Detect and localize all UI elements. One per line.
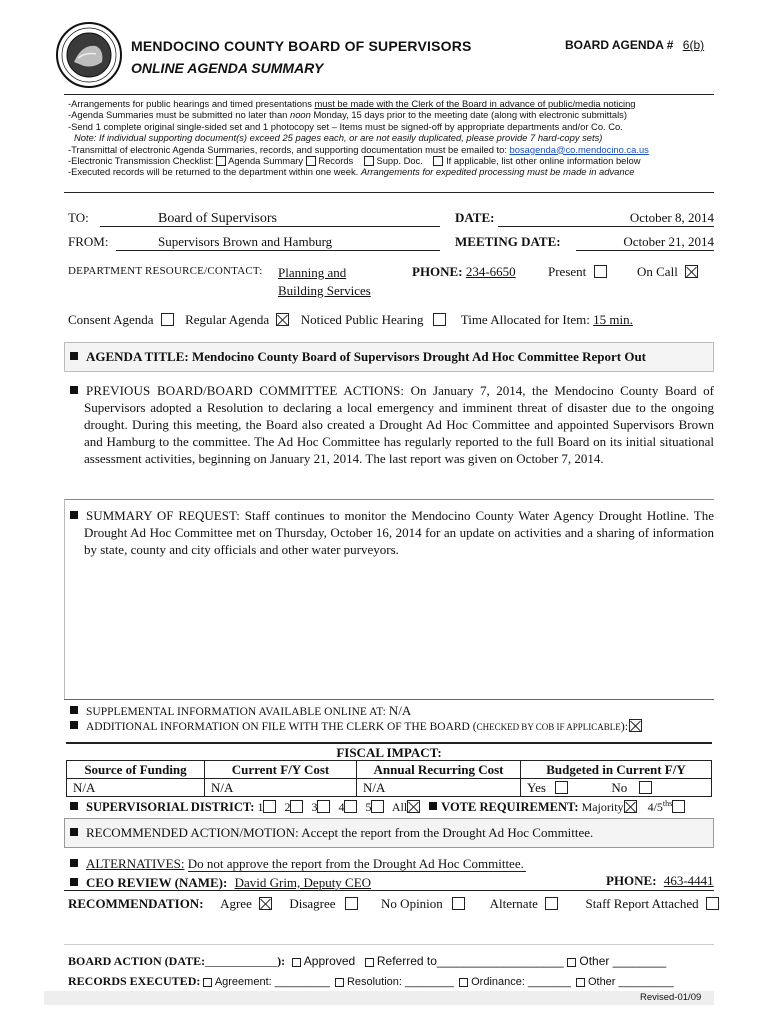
phone-label: PHONE: xyxy=(412,264,463,279)
records-executed-row xyxy=(68,974,674,989)
board-agenda-number xyxy=(565,38,710,52)
bullet-square-icon xyxy=(70,878,78,886)
board-action-label: BOARD ACTION (DATE: xyxy=(68,954,206,968)
revised-date: Revised-01/09 xyxy=(640,992,702,1003)
four-fifths-label: 4/5 xyxy=(647,800,663,814)
disagree-checkbox[interactable] xyxy=(345,897,358,910)
agenda-title-value: Mendocino County Board of Supervisors Drought Ad Hoc Committee Report Out xyxy=(191,349,646,364)
submission-instructions xyxy=(68,98,708,178)
resolution-blank[interactable]: ________ xyxy=(405,976,454,988)
phone-field xyxy=(412,264,516,280)
ceo-phone-value: 463-4441 xyxy=(663,873,714,888)
meeting-date-field[interactable] xyxy=(576,234,714,251)
oncall-label: On Call xyxy=(637,264,678,279)
budgeted-no-checkbox[interactable] xyxy=(639,781,652,794)
referred-blank[interactable]: ___________________ xyxy=(436,954,564,968)
additional-small-label: CHECKED BY COB IF APPLICABLE xyxy=(476,722,621,732)
staff-report-checkbox[interactable] xyxy=(706,897,719,910)
previous-actions-label: PREVIOUS BOARD/BOARD COMMITTEE ACTIONS: xyxy=(86,383,405,398)
supplemental-label: SUPPLEMENTAL INFORMATION AVAILABLE ONLINE AT: xyxy=(86,706,386,718)
district-all-checkbox[interactable] xyxy=(407,800,420,813)
records-other-label: Other xyxy=(587,976,616,988)
district-2-label: 2 xyxy=(284,800,291,814)
alternatives-value: Do not approve the report from the Drought Ad Hoc Committee. xyxy=(187,856,524,871)
district-all-label: All xyxy=(391,800,408,814)
bullet-square-icon xyxy=(70,721,78,729)
resolution-label: Resolution: xyxy=(346,976,402,988)
checkbox-supp-doc[interactable] xyxy=(364,156,374,166)
bullet-square-icon xyxy=(70,802,78,810)
additional-label: ADDITIONAL INFORMATION ON FILE WITH THE CLERK OF THE BOARD ( xyxy=(86,721,477,733)
ceo-review xyxy=(70,875,371,891)
records-other-checkbox[interactable] xyxy=(576,978,585,987)
board-action-row xyxy=(68,954,666,969)
date-label: DATE: xyxy=(455,210,495,225)
instruction-line: -Executed records will be returned to the department within one week. Arrangements for expedited processing must be made in advance xyxy=(68,166,635,178)
header-budgeted: Budgeted in Current F/Y xyxy=(521,761,712,779)
staff-report-label: Staff Report Attached xyxy=(585,896,699,911)
checkbox-records[interactable] xyxy=(306,156,316,166)
agenda-type-row xyxy=(68,312,633,328)
ordinance-checkbox[interactable] xyxy=(459,978,468,987)
consent-agenda-checkbox[interactable] xyxy=(161,313,174,326)
bullet-square-icon xyxy=(70,706,78,714)
bullet-square-icon xyxy=(70,859,78,867)
instruction-line: -Arrangements for public hearings and timed presentations must be made with the Clerk of the Board in advance of public/media noticing xyxy=(68,98,636,109)
four-fifths-sup: ths xyxy=(662,799,673,808)
instruction-line: -Agenda Summaries must be submitted no later than noon Monday, 15 days prior to the meeting date (along with electronic submittals) xyxy=(68,109,627,121)
meeting-date-label: MEETING DATE: xyxy=(455,234,561,249)
budgeted-yes-checkbox[interactable] xyxy=(555,781,568,794)
board-other-label: Other xyxy=(579,954,610,968)
date-value: October 8, 2014 xyxy=(629,210,714,225)
form-subtitle: ONLINE AGENDA SUMMARY xyxy=(131,60,324,76)
ceo-review-label: CEO REVIEW (NAME): xyxy=(86,875,228,890)
ordinance-blank[interactable]: _______ xyxy=(528,976,571,988)
to-value: Board of Supervisors xyxy=(158,211,277,226)
department-line-2: Building Services xyxy=(278,283,371,298)
noticed-hearing-checkbox[interactable] xyxy=(433,313,446,326)
oncall-option xyxy=(637,264,698,280)
meeting-date-value: October 21, 2014 xyxy=(623,234,714,249)
bullet-square-icon xyxy=(70,352,78,360)
agreement-label: Agreement: xyxy=(214,976,272,988)
approved-checkbox[interactable] xyxy=(292,958,301,967)
instruction-note: Note: If individual supporting document(s) exceed 25 pages each, or are not easily duplicated, please provide 7 hard-copy sets) xyxy=(74,132,603,144)
majority-label: Majority xyxy=(581,800,624,814)
resolution-checkbox[interactable] xyxy=(335,978,344,987)
board-other-checkbox[interactable] xyxy=(567,958,576,967)
alternate-label: Alternate xyxy=(489,896,538,911)
ceo-phone-label: PHONE: xyxy=(606,873,657,888)
time-allocated-value: 15 min. xyxy=(593,312,633,327)
email-link[interactable]: bosagenda@co.mendocino.ca.us xyxy=(509,143,649,155)
recommendation-label: RECOMMENDATION: xyxy=(68,896,204,911)
budgeted-no-label: No xyxy=(611,779,628,795)
previous-actions-text: On January 7, 2014, the Mendocino County Board of Supervisors adopted a Resolution to declaring a local emergency and imminent threat of disaster due to the ongoing drought. During this meeting, the Board also created a Drought Ad Hoc Committee and appointed Supervisors Brown and Hamburg to the committee. The Ad Hoc Committee has regularly reported to the full Board on its initial situational assessment activities, beginning on January 21, 2014. The last report was given on October 7, 2014. xyxy=(84,383,715,466)
summary-divider xyxy=(64,699,714,700)
ceo-divider xyxy=(64,890,714,891)
supplemental-value: N/A xyxy=(388,703,412,718)
board-action-close: ): xyxy=(277,954,286,968)
supplemental-info xyxy=(70,703,411,719)
no-opinion-label: No Opinion xyxy=(381,896,443,911)
instruction-line: -Send 1 complete original single-sided set and 1 photocopy set – Items must be signed-off by appropriate departments and/or Co. Co. xyxy=(68,120,623,132)
agree-label: Agree xyxy=(220,896,252,911)
district-4-label: 4 xyxy=(338,800,345,814)
disagree-label: Disagree xyxy=(289,896,336,911)
approved-label: Approved xyxy=(303,954,356,968)
alternatives-label: ALTERNATIVES: xyxy=(86,856,185,871)
board-action-date-blank[interactable]: ____________ xyxy=(205,954,278,968)
fiscal-impact-table xyxy=(66,760,712,797)
summary-label: SUMMARY OF REQUEST: xyxy=(86,508,240,523)
district-4-checkbox[interactable] xyxy=(344,800,357,813)
recommendation-row xyxy=(68,896,719,912)
vote-requirement-label: VOTE REQUIREMENT: xyxy=(441,800,579,814)
agenda-title-label: AGENDA TITLE: xyxy=(86,349,189,364)
four-fifths-checkbox[interactable] xyxy=(672,800,685,813)
ceo-review-value: David Grim, Deputy CEO xyxy=(234,875,372,890)
board-other-blank[interactable]: ________ xyxy=(612,954,667,968)
checkbox-agenda-summary[interactable] xyxy=(216,156,226,166)
district-3-checkbox[interactable] xyxy=(317,800,330,813)
instruction-line: -Transmittal of electronic Agenda Summaries, records, and supporting documentation must be emailed to: bosagenda@co.mendocino.ca.us xyxy=(68,143,649,155)
budgeted-cell xyxy=(521,779,712,797)
header-current-cost: Current F/Y Cost xyxy=(205,761,357,779)
records-other-blank[interactable]: _________ xyxy=(618,976,674,988)
district-5-checkbox[interactable] xyxy=(371,800,384,813)
majority-checkbox[interactable] xyxy=(624,800,637,813)
present-label: Present xyxy=(548,264,587,279)
ordinance-label: Ordinance: xyxy=(471,976,525,988)
department-contact-label: DEPARTMENT RESOURCE/CONTACT: xyxy=(68,265,263,277)
recurring-cost-value[interactable]: N/A xyxy=(357,779,521,797)
agenda-title xyxy=(70,349,646,365)
alternate-checkbox[interactable] xyxy=(545,897,558,910)
agree-checkbox[interactable] xyxy=(259,897,272,910)
noticed-hearing-label: Noticed Public Hearing xyxy=(300,312,424,327)
district-3-label: 3 xyxy=(311,800,318,814)
table-row xyxy=(67,779,712,797)
recommended-action xyxy=(70,825,593,841)
additional-info xyxy=(70,719,642,734)
department-contact-value[interactable] xyxy=(278,264,371,300)
bullet-square-icon xyxy=(429,802,437,810)
budgeted-yes-label: Yes xyxy=(527,779,546,795)
district-2-checkbox[interactable] xyxy=(290,800,303,813)
footer-bar xyxy=(44,991,714,1005)
department-line-1: Planning and xyxy=(278,265,347,280)
recommended-action-label: RECOMMENDED ACTION/MOTION: xyxy=(86,825,299,840)
present-option xyxy=(548,264,607,280)
agreement-checkbox[interactable] xyxy=(203,978,212,987)
present-checkbox[interactable] xyxy=(594,265,607,278)
bullet-square-icon xyxy=(70,386,78,394)
bullet-square-icon xyxy=(70,511,78,519)
time-allocated-label: Time Allocated for Item: xyxy=(460,312,590,327)
summary-section xyxy=(70,507,714,558)
phone-value: 234-6650 xyxy=(465,264,516,279)
summary-text: Staff continues to monitor the Mendocino County Water Agency Drought Hotline. The Drought Ad Hoc Committee met on Thursday, October 16, 2014 for an update on activities and a sharing of information by state, county and city officials and other water purveyors. xyxy=(84,508,714,557)
county-seal xyxy=(56,22,122,88)
from-label: FROM: xyxy=(68,234,109,249)
form-title: MENDOCINO COUNTY BOARD OF SUPERVISORS xyxy=(131,38,472,54)
from-field[interactable] xyxy=(116,234,440,251)
oncall-checkbox[interactable] xyxy=(685,265,698,278)
board-agenda-value: 6(b) xyxy=(682,38,705,52)
no-opinion-checkbox[interactable] xyxy=(452,897,465,910)
consent-agenda-label: Consent Agenda xyxy=(68,312,154,327)
board-action-divider xyxy=(64,944,714,945)
source-value[interactable]: N/A xyxy=(67,779,205,797)
header-divider xyxy=(64,94,714,95)
agreement-blank[interactable]: _________ xyxy=(274,976,330,988)
current-cost-value[interactable]: N/A xyxy=(205,779,357,797)
to-field[interactable] xyxy=(100,210,440,227)
regular-agenda-checkbox[interactable] xyxy=(276,313,289,326)
checkbox-other-online[interactable] xyxy=(433,156,443,166)
recommended-action-value: Accept the report from the Drought Ad Hoc Committee. xyxy=(301,825,594,840)
regular-agenda-label: Regular Agenda xyxy=(185,312,270,327)
fiscal-impact-rule xyxy=(66,742,712,744)
from-value: Supervisors Brown and Hamburg xyxy=(158,234,333,249)
referred-label: Referred to xyxy=(376,954,437,968)
district-1-label: 1 xyxy=(257,800,264,814)
additional-info-checkbox[interactable] xyxy=(629,719,642,732)
ceo-phone xyxy=(606,873,714,889)
instructions-divider xyxy=(64,192,714,193)
date-field[interactable] xyxy=(498,210,714,227)
referred-checkbox[interactable] xyxy=(365,958,374,967)
fiscal-impact-title: FISCAL IMPACT: xyxy=(336,745,442,760)
alternatives xyxy=(70,856,526,872)
bullet-square-icon xyxy=(70,828,78,836)
district-label: SUPERVISORIAL DISTRICT: xyxy=(86,800,255,814)
district-5-label: 5 xyxy=(365,800,372,814)
board-agenda-label: BOARD AGENDA # xyxy=(565,38,674,52)
transmission-checklist: -Electronic Transmission Checklist: Agenda Summary Records Supp. Doc. If applicable, list other online information below xyxy=(68,155,641,167)
table-header-row xyxy=(67,761,712,779)
header-recurring-cost: Annual Recurring Cost xyxy=(357,761,521,779)
header-source: Source of Funding xyxy=(67,761,205,779)
additional-close: ): xyxy=(620,719,629,733)
to-label: TO: xyxy=(68,210,89,225)
previous-actions-section xyxy=(70,382,714,467)
records-executed-label: RECORDS EXECUTED: xyxy=(68,974,201,988)
district-1-checkbox[interactable] xyxy=(263,800,276,813)
district-row xyxy=(70,799,685,815)
